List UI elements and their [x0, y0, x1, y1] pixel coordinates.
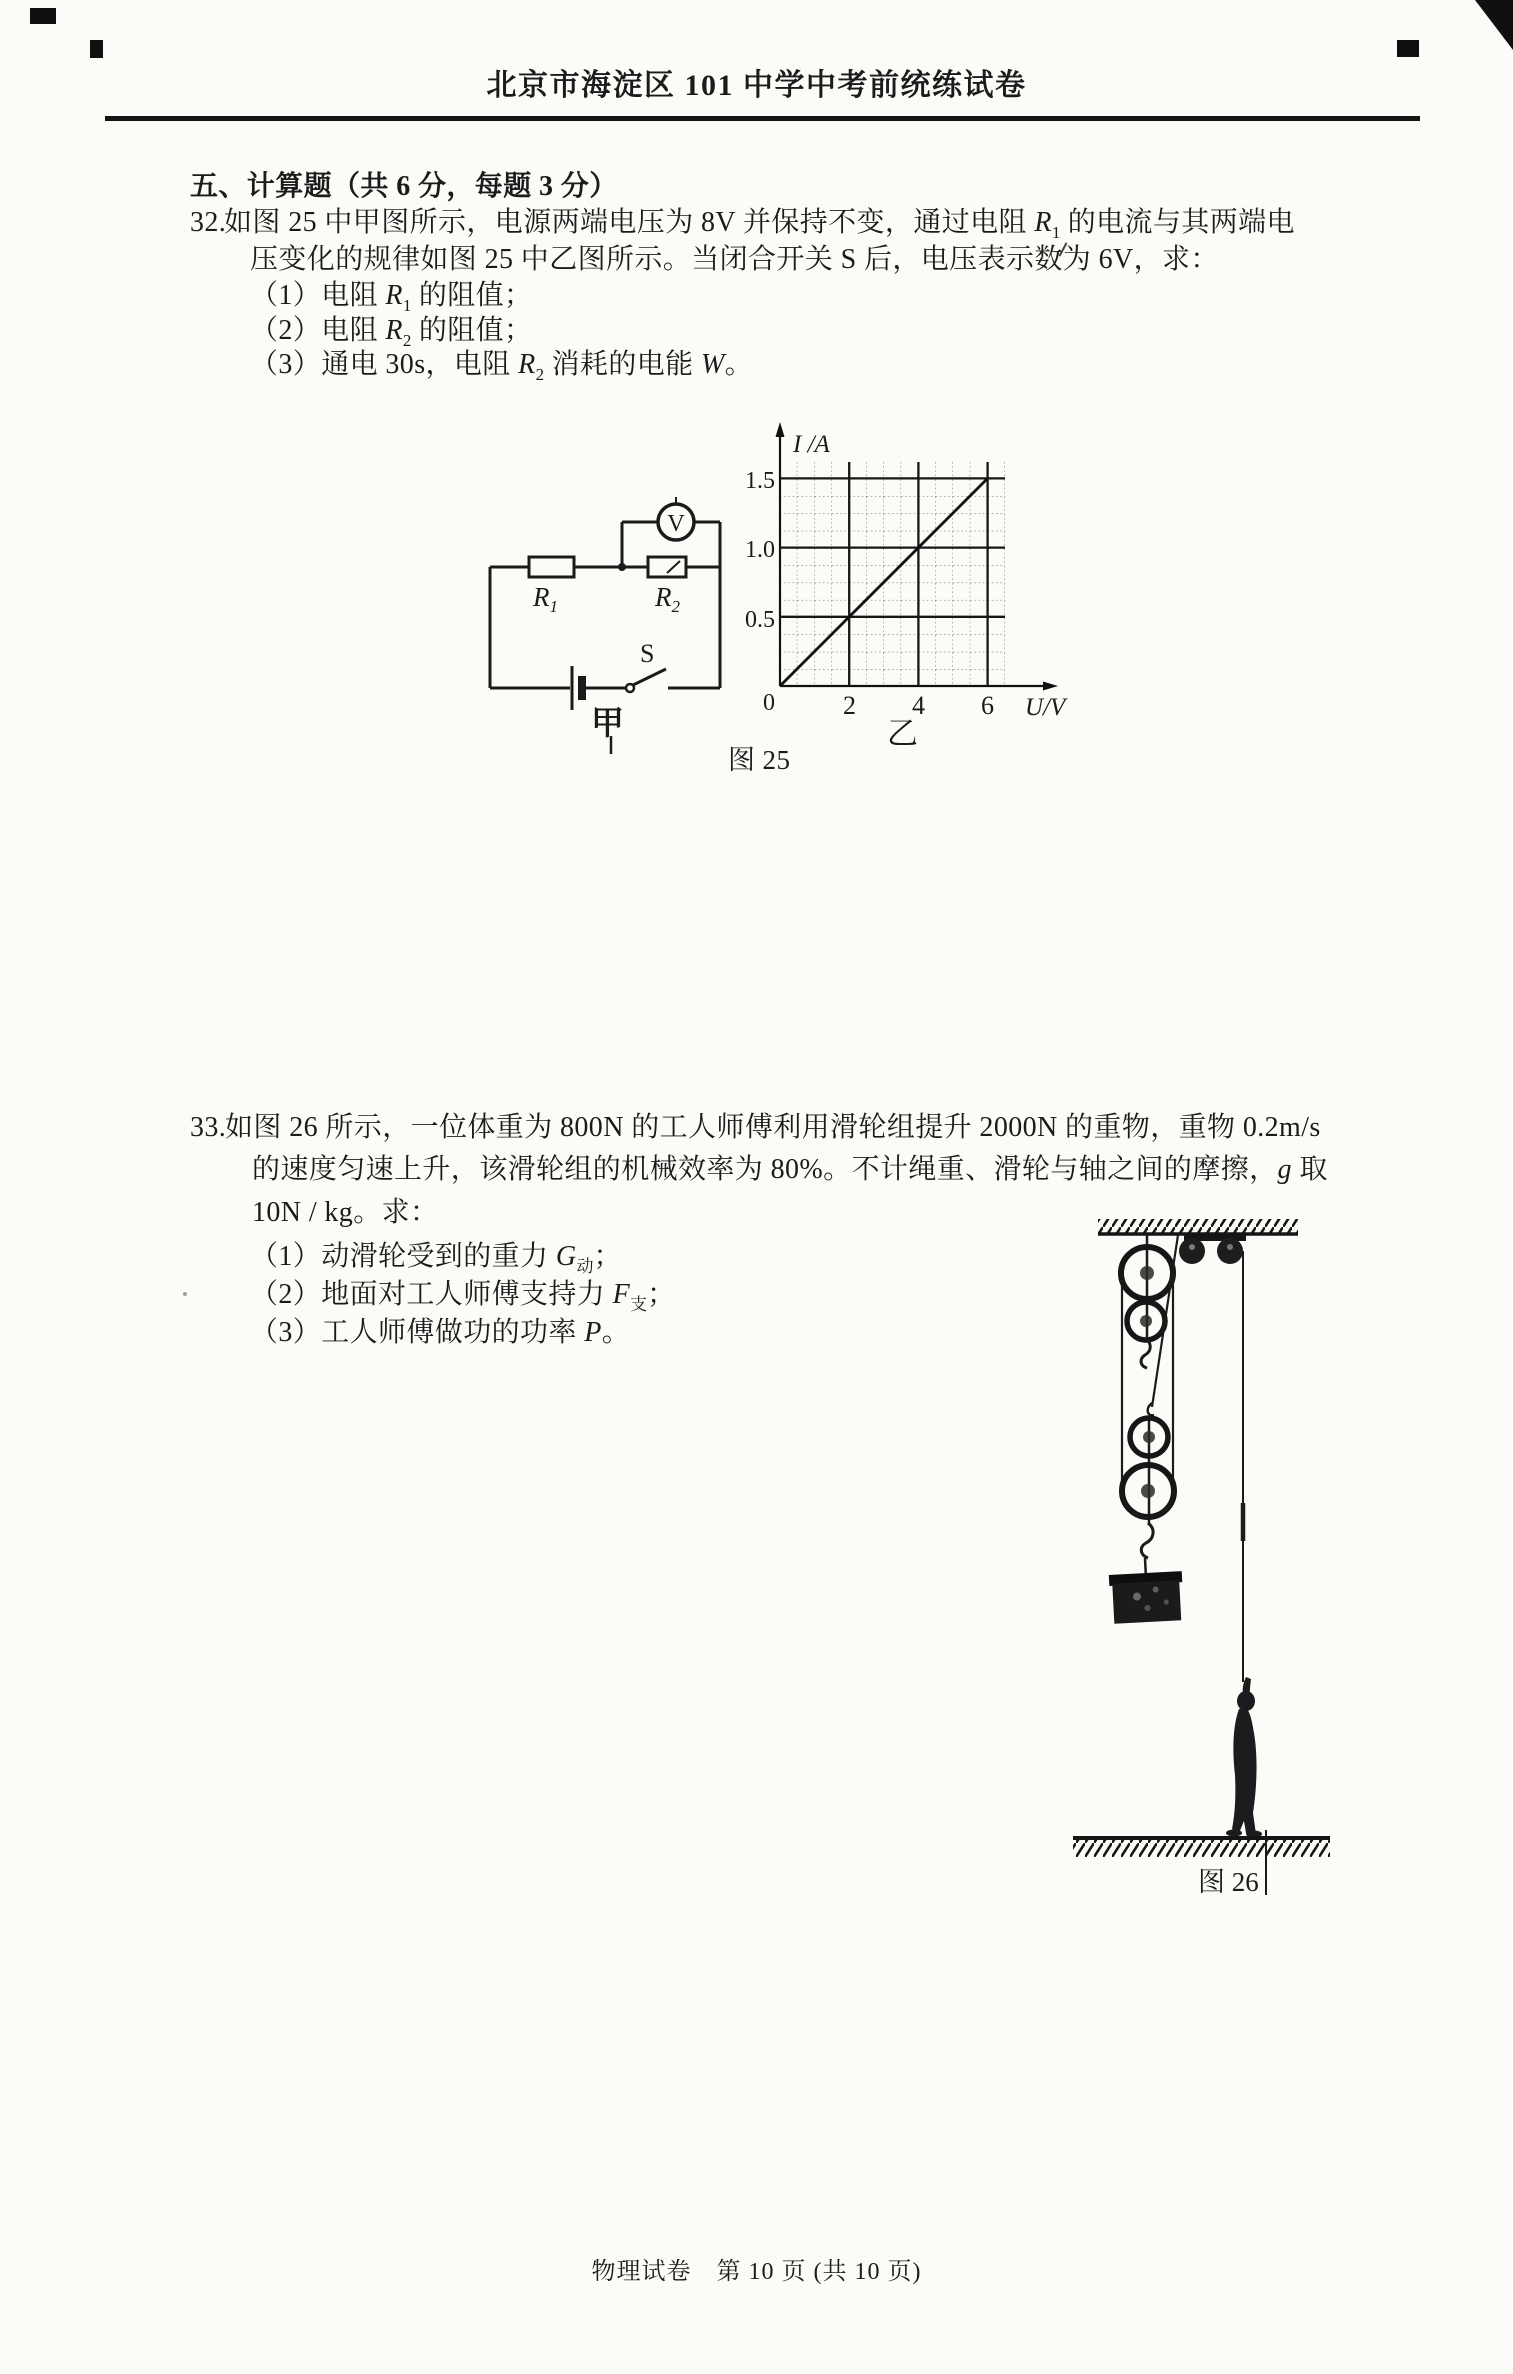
q32-item-2: （2）电阻 $R_2$ 的阻值；: [250, 315, 533, 350]
lower-hook-icon: [1141, 1523, 1153, 1558]
page-footer: 物理试卷 第 10 页 (共 10 页): [591, 2259, 922, 2285]
y-tick-1p5: 1.5: [745, 468, 775, 494]
x-axis-arrow-icon: [1043, 682, 1058, 691]
y-tick-1p0: 1.0: [745, 537, 775, 563]
q32-item-1: （1）电阻 $R_1$ 的阻值；: [250, 280, 533, 315]
header-rule: [105, 116, 1420, 121]
weight-block: [1108, 1556, 1184, 1624]
q33-line2: 的速度匀速上升，该滑轮组的机械效率为 80%。不计绳重、滑轮与轴之间的摩擦，g 取: [252, 1154, 1328, 1185]
page-title: 北京市海淀区 101 中学中考前统练试卷: [486, 69, 1027, 102]
scan-artifact-corner: [1475, 0, 1513, 50]
resistor-r2-smudge: [667, 561, 680, 573]
origin-label: 0: [763, 690, 775, 716]
floor-hatch: [1073, 1840, 1330, 1857]
junction-dot: [618, 563, 626, 571]
resistor-r2: [648, 557, 686, 577]
pulley-figure: [1040, 1185, 1340, 1915]
circuit-wires: [490, 522, 720, 688]
q32-item-3: （3）通电 30s，电阻 $R_2$ 消耗的电能 W。: [250, 349, 754, 384]
q33-item-2: （2）地面对工人师傅支持力 $F_支$；: [250, 1279, 676, 1314]
q32-line1: 如图 25 中甲图所示，电源两端电压为 8V 并保持不变，通过电阻 $R_1$ 的电流与其两端电: [224, 207, 1295, 242]
q32-line2: 压变化的规律如图 25 中乙图所示。当闭合开关 S 后，电压表示数为 6V，求：: [250, 244, 1219, 275]
circuit-diagram: [455, 470, 755, 770]
q33-line3: 10N / kg。求：: [252, 1197, 439, 1228]
circuit-sublabel: 甲: [591, 706, 624, 742]
x-tick-2: 2: [843, 691, 856, 720]
switch-label: S: [640, 639, 655, 668]
y-axis-arrow-icon: [776, 422, 785, 437]
y-tick-0p5: 0.5: [745, 607, 775, 633]
scan-artifact-left: [90, 40, 103, 58]
worker-figure: [1226, 1677, 1262, 1838]
scan-speck: [183, 1292, 187, 1296]
section-heading: 五、计算题（共 6 分，每题 3 分）: [190, 171, 618, 202]
q33-line1: 如图 26 所示，一位体重为 800N 的工人师傅利用滑轮组提升 2000N 的重物，重物 0.2m/s: [225, 1112, 1321, 1143]
x-axis-label: U/V: [1025, 694, 1066, 721]
switch-icon: [626, 669, 666, 692]
q32-number: 32.: [190, 207, 227, 238]
resistor-r1: [529, 557, 574, 577]
iu-graph: [745, 410, 1075, 755]
voltmeter-icon: [658, 497, 694, 540]
q33-item-3: （3）工人师傅做功的功率 P。: [250, 1317, 631, 1348]
q33-number: 33.: [190, 1112, 227, 1143]
fig26-caption: 图 26: [1198, 1867, 1259, 1897]
scan-artifact-top-left: [30, 8, 56, 24]
x-tick-4: 4: [912, 691, 925, 720]
battery-icon: [572, 666, 582, 710]
svg-text:V: V: [667, 511, 685, 537]
q33-item-1: （1）动滑轮受到的重力 $G_动$；: [250, 1241, 622, 1276]
resistor-r2-label: $R_2$: [655, 582, 680, 616]
y-axis-label: I /A: [793, 431, 830, 458]
pulley-block: [1121, 1234, 1178, 1558]
resistor-r1-label: $R_1$: [533, 582, 558, 616]
scan-artifact-right: [1397, 40, 1419, 57]
ceiling-hatch: [1098, 1219, 1298, 1233]
fig25-caption: 图 25: [728, 745, 791, 775]
x-tick-6: 6: [981, 691, 994, 720]
graph-sublabel: 乙: [887, 716, 918, 751]
redirect-pulleys: [1179, 1235, 1246, 1264]
